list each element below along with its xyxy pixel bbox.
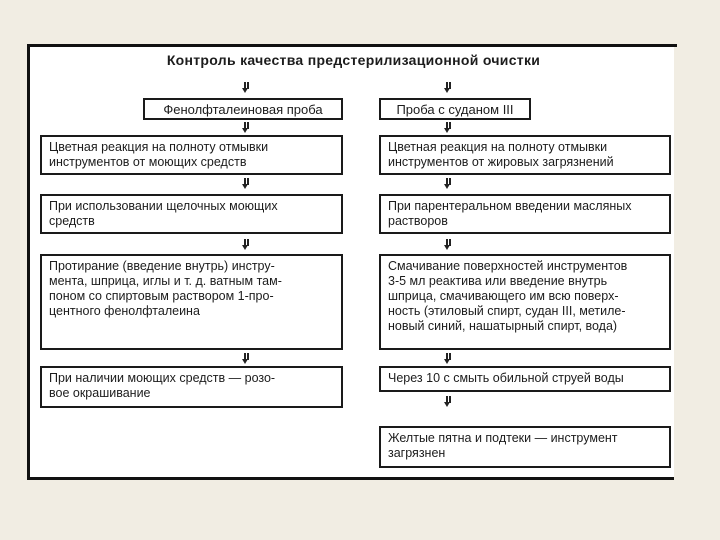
left-usage-box	[40, 194, 343, 234]
diagram-title: Контроль качества предстерилизационной очистки	[166, 52, 541, 68]
arrow-down-icon	[241, 178, 253, 190]
right-usage-box	[379, 194, 671, 234]
left-test-label: Фенолфталеиновая проба	[163, 102, 323, 117]
arrow-down-icon	[443, 122, 455, 134]
left-procedure-box	[40, 254, 343, 350]
left-usage-line-2: средств	[49, 214, 95, 228]
left-result-line-2: вое окрашивание	[49, 386, 151, 400]
arrow-down-icon	[241, 353, 253, 365]
arrow-down-icon	[241, 122, 253, 134]
arrow-down-icon	[443, 178, 455, 190]
diagram-sheet	[27, 44, 674, 480]
arrow-down-icon	[241, 82, 253, 94]
left-procedure-line-1: Протирание (введение внутрь) инстру-	[49, 259, 275, 273]
right-procedure-line-4: ность (этиловый спирт, судан III, метиле-	[388, 304, 626, 318]
right-reaction-box	[379, 135, 671, 175]
right-test-box	[379, 98, 531, 120]
right-procedure-line-5: новый синий, нашатырный спирт, вода)	[388, 319, 618, 333]
left-reaction-box	[40, 135, 343, 175]
top-rule	[30, 44, 677, 47]
left-procedure-line-2: мента, шприца, иглы и т. д. ватным там-	[49, 274, 282, 288]
right-procedure-box	[379, 254, 671, 350]
arrow-down-icon	[443, 239, 455, 251]
right-procedure-line-2: 3-5 мл реактива или введение внутрь	[388, 274, 608, 288]
arrow-down-icon	[241, 239, 253, 251]
left-usage-line-1: При использовании щелочных моющих	[49, 199, 278, 213]
left-test-box	[143, 98, 343, 120]
right-usage-line-2: растворов	[388, 214, 448, 228]
right-procedure-line-3: шприца, смачивающего им всю поверх-	[388, 289, 619, 303]
left-result-box	[40, 366, 343, 408]
arrow-down-icon	[443, 396, 455, 408]
right-reaction-line-2: инструментов от жировых загрязнений	[388, 155, 614, 169]
right-rinse-line: Через 10 с смыть обильной струей воды	[388, 371, 624, 385]
right-rinse-box	[379, 366, 671, 392]
arrow-down-icon	[443, 353, 455, 365]
left-reaction-line-1: Цветная реакция на полноту отмывки	[49, 140, 269, 154]
right-usage-line-1: При парентеральном введении масляных	[388, 199, 632, 213]
right-result-box	[379, 426, 671, 468]
right-procedure-line-1: Смачивание поверхностей инструментов	[388, 259, 628, 273]
right-test-label: Проба с суданом III	[396, 102, 514, 117]
right-reaction-line-1: Цветная реакция на полноту отмывки	[388, 140, 608, 154]
left-reaction-line-2: инструментов от моющих средств	[49, 155, 247, 169]
arrow-down-icon	[443, 82, 455, 94]
right-result-line-2: загрязнен	[388, 446, 446, 460]
left-procedure-line-3: поном со спиртовым раствором 1-про-	[49, 289, 274, 303]
left-procedure-line-4: центного фенолфталеина	[49, 304, 200, 318]
right-result-line-1: Желтые пятна и подтеки — инструмент	[388, 431, 618, 445]
left-result-line-1: При наличии моющих средств — розо-	[49, 371, 276, 385]
